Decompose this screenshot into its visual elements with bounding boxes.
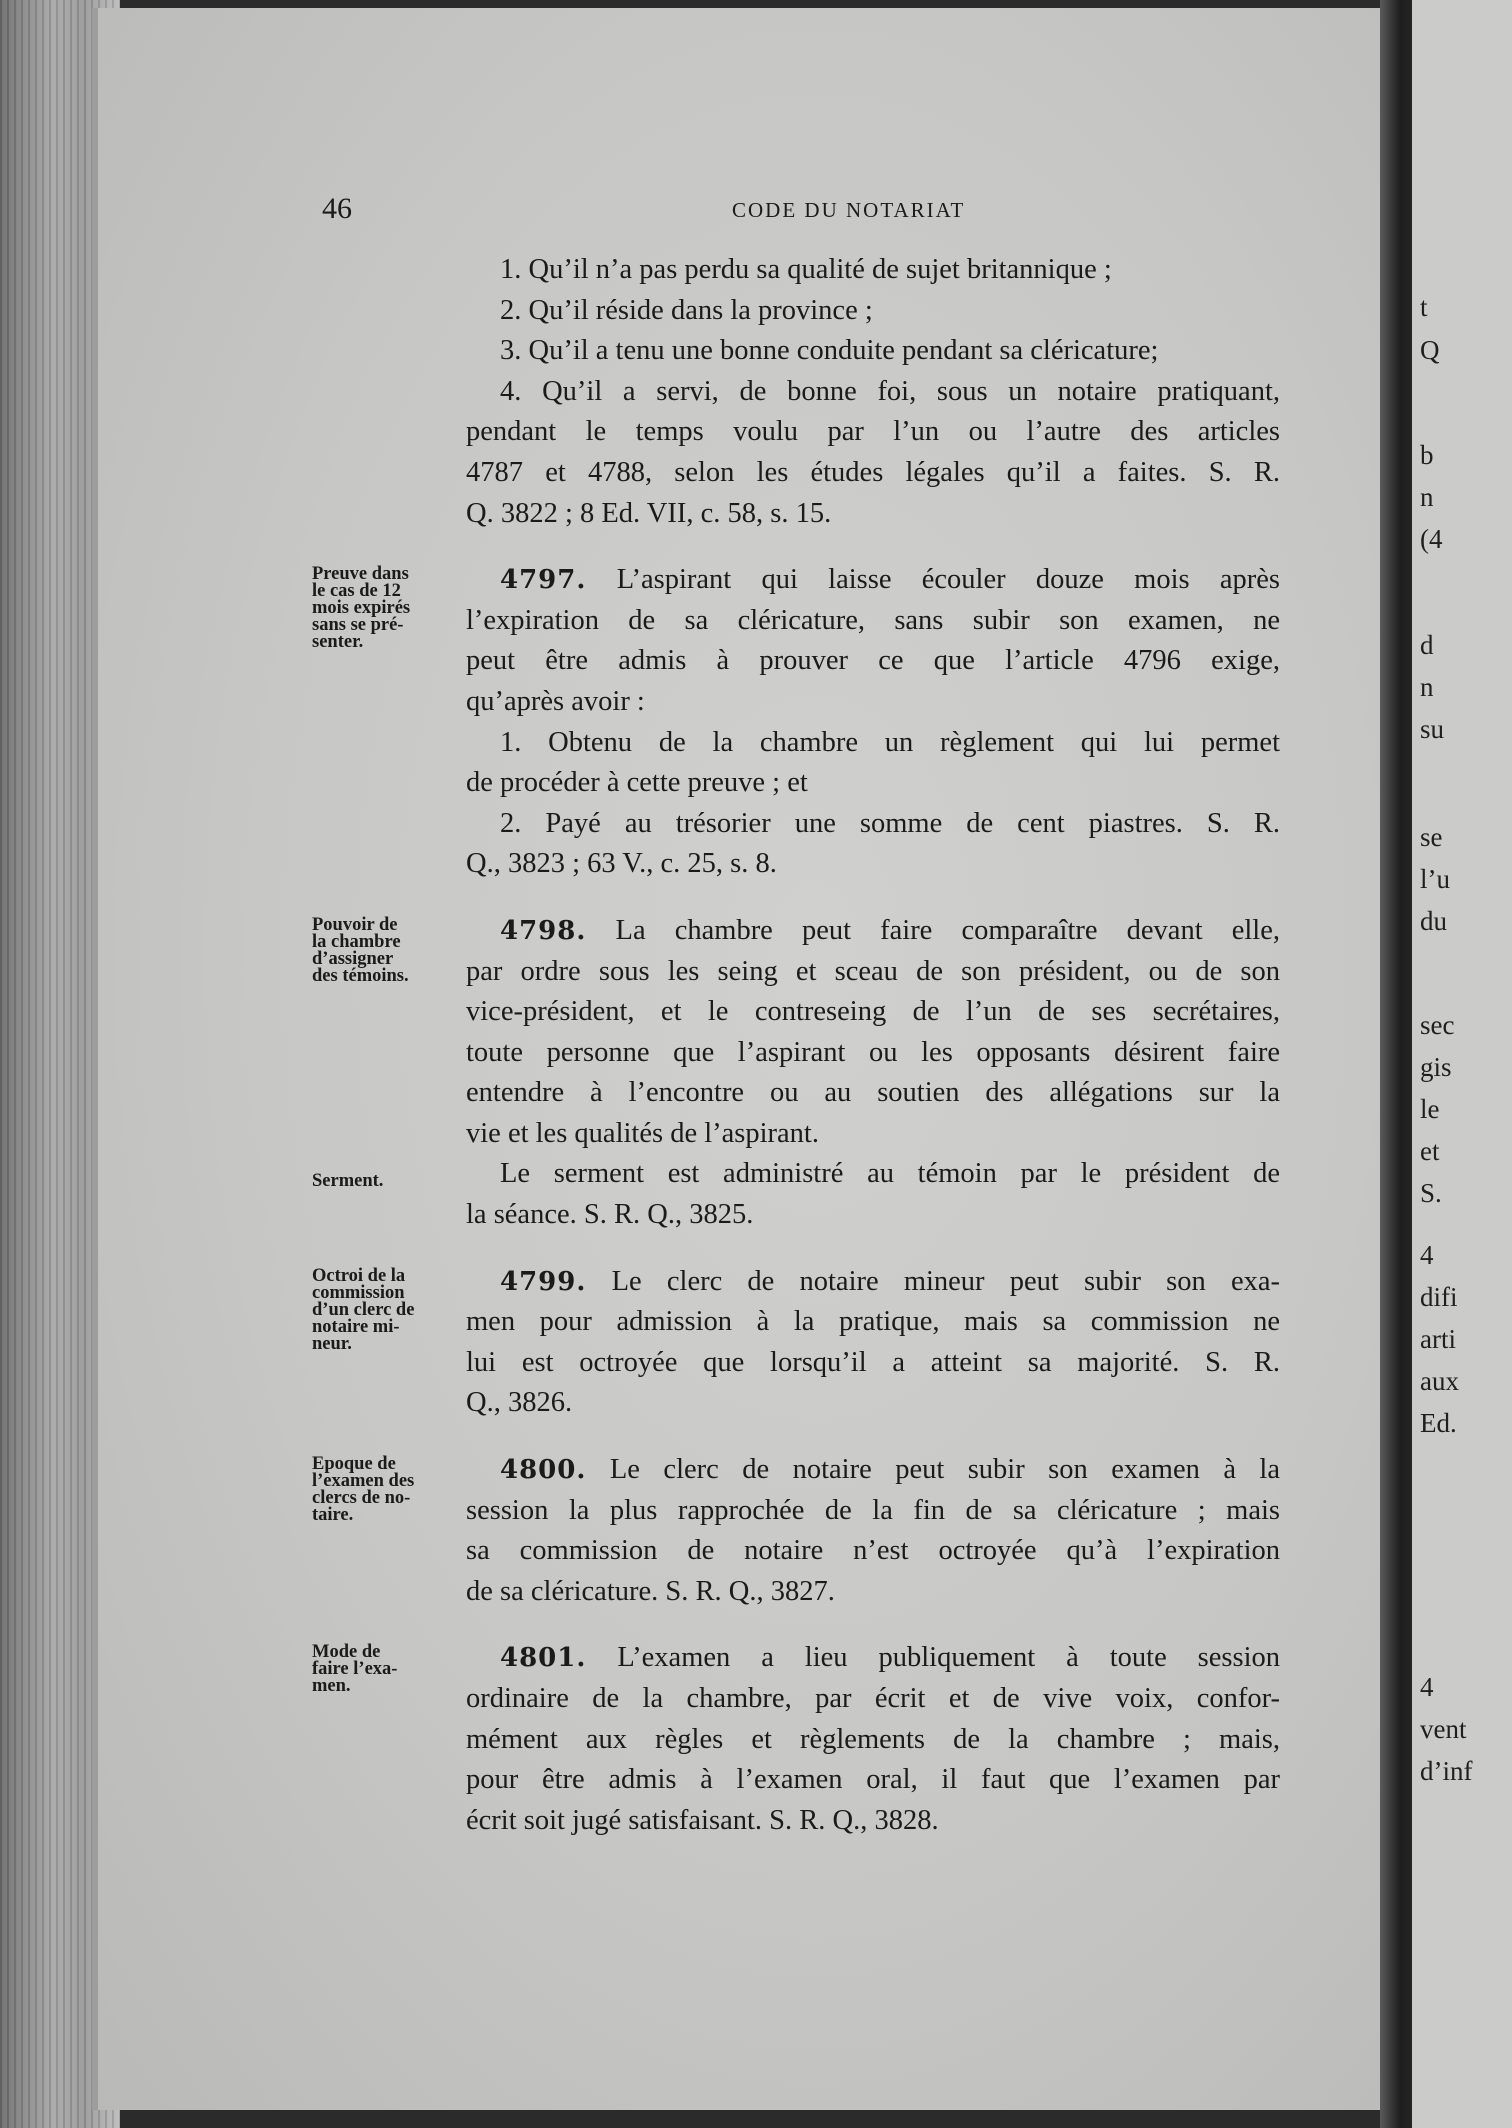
page-number: 46 xyxy=(322,192,352,225)
margin-note: Epoque de l’examen des clercs de no- taire. xyxy=(312,1454,415,1526)
text-line: 2. Qu’il réside dans la province ; xyxy=(500,294,873,326)
facing-fragment: arti xyxy=(1420,1324,1456,1354)
text-line: de procéder à cette preuve ; et xyxy=(466,767,808,799)
facing-fragment: Q xyxy=(1420,335,1440,365)
facing-fragment: 4 xyxy=(1420,1240,1434,1270)
article-4801 xyxy=(312,1638,1280,1841)
facing-page xyxy=(1412,0,1512,2128)
text-line: 4797. L’aspirant qui laisse écouler douze mois après xyxy=(500,564,1281,596)
running-title: CODE DU NOTARIAT xyxy=(732,198,966,222)
facing-fragment: 4 xyxy=(1420,1672,1434,1702)
text-line: peut être admis à prouver ce que l’article 4796 exige, xyxy=(466,645,1280,677)
facing-fragment: du xyxy=(1420,906,1447,936)
text-line: la séance. S. R. Q., 3825. xyxy=(466,1199,754,1231)
text-line: 4798. La chambre peut faire comparaître devant elle, xyxy=(500,914,1281,946)
text-line: vice-président, et le contreseing de l’un de ses secrétaires, xyxy=(466,996,1280,1028)
running-head xyxy=(322,192,1272,232)
margin-note: Serment. xyxy=(312,1170,384,1191)
text-line: toute personne que l’aspirant ou les opposants désirent faire xyxy=(466,1036,1280,1068)
article-4800 xyxy=(312,1450,1281,1612)
facing-fragment: b xyxy=(1420,440,1434,470)
text-line: de sa cléricature. S. R. Q., 3827. xyxy=(466,1575,835,1607)
text-line: 3. Qu’il a tenu une bonne conduite pendant sa cléricature; xyxy=(500,335,1159,367)
text-line: Q., 3826. xyxy=(466,1387,573,1419)
page-body xyxy=(312,250,1280,1841)
facing-fragment: n xyxy=(1420,482,1434,512)
facing-fragment: aux xyxy=(1420,1366,1459,1396)
text-line: par ordre sous les seing et sceau de son président, ou de son xyxy=(466,955,1280,987)
article-number: 4797. xyxy=(500,565,587,596)
facing-fragment: gis xyxy=(1420,1052,1452,1082)
text-line: pour être admis à l’examen oral, il faut que l’examen par xyxy=(466,1764,1280,1796)
facing-fragment: (4 xyxy=(1420,524,1443,554)
facing-fragment: d’inf xyxy=(1420,1756,1473,1786)
facing-fragment: vent xyxy=(1420,1714,1467,1744)
text-line: 2. Payé au trésorier une somme de cent piastres. S. R. xyxy=(500,807,1280,839)
facing-fragment: sec xyxy=(1420,1010,1455,1040)
book-gutter xyxy=(1380,0,1414,2128)
article-4797 xyxy=(312,560,1281,885)
text-line: 4. Qu’il a servi, de bonne foi, sous un notaire pratiquant, xyxy=(500,375,1280,407)
text-line: men pour admission à la pratique, mais sa commission ne xyxy=(466,1306,1280,1338)
text-line: 1. Qu’il n’a pas perdu sa qualité de sujet britannique ; xyxy=(500,254,1112,285)
text-line: sa commission de notaire n’est octroyée qu’à l’expiration xyxy=(466,1535,1280,1567)
facing-fragment: S. xyxy=(1420,1178,1442,1208)
text-line: l’expiration de sa cléricature, sans subir son examen, ne xyxy=(466,604,1280,636)
facing-fragment: le xyxy=(1420,1094,1440,1124)
text-line: session la plus rapprochée de la fin de sa cléricature ; mais xyxy=(466,1494,1280,1526)
article-4798 xyxy=(312,911,1281,1236)
facing-fragment: su xyxy=(1420,714,1445,744)
margin-note: Pouvoir de la chambre d’assigner des témoins. xyxy=(312,914,409,986)
facing-fragment: difi xyxy=(1420,1282,1458,1312)
facing-fragment: n xyxy=(1420,672,1434,702)
text-line: 4799. Le clerc de notaire mineur peut subir son exa- xyxy=(500,1265,1281,1297)
facing-fragment: se xyxy=(1420,822,1443,852)
text-line: 4801. L’examen a lieu publiquement à toute session xyxy=(500,1642,1280,1674)
text-line: entendre à l’encontre ou au soutien des allégations sur la xyxy=(466,1077,1280,1109)
facing-fragment: l’u xyxy=(1420,864,1450,894)
article-4799 xyxy=(312,1262,1281,1424)
facing-fragment: Ed. xyxy=(1420,1408,1457,1438)
text-line: 4787 et 4788, selon les études légales qu’il a faites. S. R. xyxy=(466,456,1280,488)
text-line: écrit soit jugé satisfaisant. S. R. Q., 3828. xyxy=(466,1804,939,1836)
facing-fragment: t xyxy=(1420,292,1428,322)
margin-note: Preuve dans le cas de 12 mois expirés sans se pré- senter. xyxy=(312,564,411,653)
text-line: ordinaire de la chambre, par écrit et de vive voix, confor- xyxy=(466,1683,1280,1714)
facing-fragment: et xyxy=(1420,1136,1440,1166)
text-line: Le serment est administré au témoin par le président de xyxy=(500,1158,1280,1190)
article-number: 4801. xyxy=(500,1643,587,1674)
text-line: Q., 3823 ; 63 V., c. 25, s. 8. xyxy=(466,848,777,880)
text-line: lui est octroyée que lorsqu’il a atteint sa majorité. S. R. xyxy=(466,1346,1280,1378)
margin-note: Octroi de la commission d’un clerc de notaire mi- neur. xyxy=(312,1265,415,1354)
text-line: 1. Obtenu de la chambre un règlement qui lui permet xyxy=(500,726,1280,758)
text-line: vie et les qualités de l’aspirant. xyxy=(466,1117,819,1149)
continuation-block xyxy=(466,250,1280,534)
article-number: 4799. xyxy=(500,1266,587,1297)
text-line: qu’après avoir : xyxy=(466,685,645,717)
text-line: Q. 3822 ; 8 Ed. VII, c. 58, s. 15. xyxy=(466,497,832,529)
text-line: 4800. Le clerc de notaire peut subir son examen à la xyxy=(500,1454,1281,1486)
facing-fragment: d xyxy=(1420,630,1434,660)
margin-note: Mode de faire l’exa- men. xyxy=(312,1642,398,1697)
article-number: 4798. xyxy=(500,915,587,946)
text-line: pendant le temps voulu par l’un ou l’autre des articles xyxy=(466,416,1280,448)
article-number: 4800. xyxy=(500,1455,587,1486)
text-line: mément aux règles et règlements de la chambre ; mais, xyxy=(466,1723,1280,1755)
